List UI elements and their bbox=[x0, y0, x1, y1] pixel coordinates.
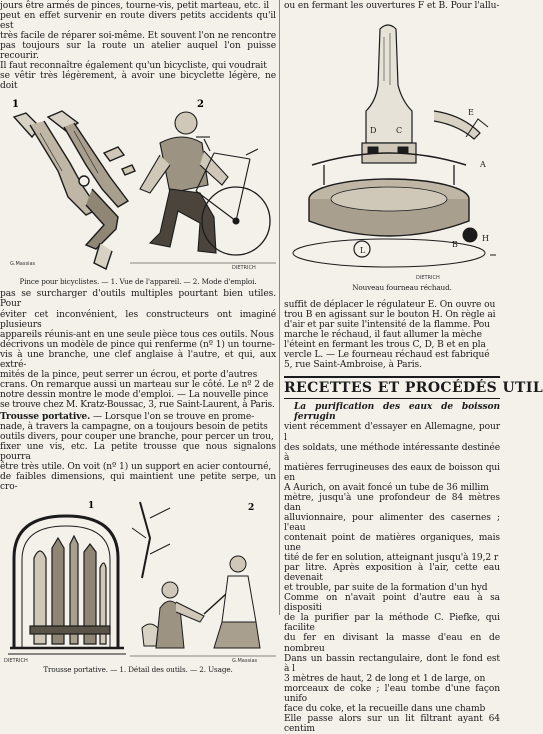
trousse-line: fixer une vis, etc. La petite trousse que nous signalons pourra bbox=[0, 442, 276, 463]
section-title: RECETTES ET PROCÉDÉS UTIL bbox=[284, 380, 543, 397]
pliers-line: se trouve chez M. Kratz-Boussac, 3, rue Saint-Laurent, à Paris. bbox=[0, 399, 275, 410]
purification-title: La purification des eaux de boisson ferrugin bbox=[294, 401, 500, 423]
pliers-line: pas se surcharger d'outils multiples pourtant bien utiles. Pour bbox=[0, 289, 276, 310]
purification-line: morceaux de coke ; l'eau tombe d'une façon unifo bbox=[284, 683, 500, 704]
purification-line: Comme on n'avait point d'autre eau à sa dispositi bbox=[284, 593, 500, 614]
outdoor-scene-drawing bbox=[130, 502, 276, 656]
pliers-illustration bbox=[0, 93, 276, 276]
signature-dietrich: DIETRICH bbox=[4, 658, 28, 665]
purification-line: par litre. Après exposition à l'air, cette eau devenait bbox=[284, 563, 500, 584]
purification-line: vient récemment d'essayer en Allemagne, pour l bbox=[284, 422, 500, 443]
stove-label-b: B bbox=[452, 240, 458, 250]
purification-line: du fer en divisant la masse d'eau en de nombreu bbox=[284, 633, 500, 654]
trousse-illustration bbox=[0, 498, 276, 664]
trousse-line: — Lorsque l'on se trouve en prome- bbox=[90, 411, 255, 422]
purification-line: Elle passe alors sur un lit filtrant ayant 64 centim bbox=[284, 713, 500, 734]
trousse-caption: Trousse portative. — 1. Détail des outils. — 2. Usage. bbox=[43, 665, 233, 675]
stove-drawing bbox=[293, 25, 496, 267]
trousse-line: nade, à travers la campagne, on a toujours besoin de petits bbox=[0, 422, 268, 433]
stove-label-c: C bbox=[396, 126, 403, 136]
pliers-tool-drawing bbox=[14, 111, 135, 269]
rechaud-caption: Nouveau fourneau réchaud. bbox=[352, 283, 452, 293]
intro-line: jours être armés de pinces, tourne-vis, petit marteau, etc. il bbox=[0, 1, 270, 11]
trousse-paragraph bbox=[0, 412, 276, 492]
pliers-line: crans. On remarque aussi un marteau sur le côté. Le nº 2 de bbox=[0, 379, 274, 390]
pliers-line: appareils réunis-ant en une seule pièce tous ces outils. Nous bbox=[0, 329, 274, 340]
intro-line: pas toujours sur la route un atelier auquel l'on puisse recourir. bbox=[0, 41, 276, 62]
pliers-caption: Pince pour bicyclistes. — 1. Vue de l'appareil. — 2. Mode d'emploi. bbox=[19, 277, 257, 287]
trousse-first-line bbox=[0, 412, 276, 422]
rechaud-line: 5, rue Saint-Ambroise, à Paris. bbox=[284, 360, 422, 371]
rechaud-line: suffit de déplacer le régulateur E. On ouvre ou bbox=[284, 300, 496, 311]
purification-line: contenait point de matières organiques, mais une bbox=[284, 532, 500, 554]
purification-paragraph bbox=[284, 402, 500, 734]
purification-line: tité de fer en solution, atteignant jusqu'à 19,2 r bbox=[284, 553, 499, 564]
pliers-description bbox=[0, 289, 276, 410]
intro-line: peut en effet survenir en route divers petits accidents qu'il est bbox=[0, 11, 276, 32]
trousse-line: de faibles dimensions, qui maintient une petite serpe, un cro- bbox=[0, 472, 276, 493]
purification-line: de la purifier par la méthode C. Piefke, qui facilite bbox=[284, 613, 500, 634]
purification-line: 3 mètres de haut, 2 de long et 1 de large, on bbox=[284, 673, 486, 684]
left-column bbox=[0, 0, 277, 675]
figure-trousse bbox=[0, 498, 276, 664]
signature-dietrich: DIETRICH bbox=[416, 275, 440, 282]
intro-line: Il faut reconnaître également qu'un bicycliste, qui voudrait bbox=[0, 61, 267, 72]
figure-label-2: 2 bbox=[248, 503, 255, 514]
right-top-line: ou en fermant les ouvertures F et B. Pour l'allu- bbox=[284, 1, 500, 11]
stove-label-d: D bbox=[370, 126, 377, 136]
rechaud-line: l'éteint en fermant les trous C, D, B et en pla bbox=[284, 340, 486, 351]
rechaud-line: marche le réchaud, il faut allumer la mèche bbox=[284, 330, 482, 341]
pliers-line: notre dessin montre le mode d'emploi. — La nouvelle pince bbox=[0, 389, 269, 400]
rechaud-description bbox=[284, 300, 500, 370]
right-column bbox=[284, 0, 543, 734]
purification-headline bbox=[284, 402, 500, 422]
pliers-line: vis à une branche, une clef anglaise à l'autre, et qui, aux extré- bbox=[0, 349, 276, 370]
purification-line: et trouble, par suite de la formation d'un hyd bbox=[284, 583, 488, 594]
stove-label-e: E bbox=[468, 108, 474, 118]
signature-dietrich: DIETRICH bbox=[232, 265, 256, 272]
trousse-line: outils divers, pour couper une branche, pour percer un trou, bbox=[0, 432, 274, 443]
figure-label-2: 2 bbox=[197, 99, 204, 111]
purification-line: mètre, jusqu'à une profondeur de 84 mètres dan bbox=[284, 492, 500, 513]
rechaud-line: d'air et par suite l'intensité de la flamme. Pou bbox=[284, 320, 490, 331]
signature-massias: G.Massias bbox=[232, 658, 258, 665]
mechanic-drawing bbox=[140, 112, 270, 255]
pliers-line: éviter cet inconvénient, les constructeurs ont imaginé plusieurs bbox=[0, 309, 276, 330]
rechaud-line: trou B en agissant sur le bouton H. On règle ai bbox=[284, 310, 496, 321]
stove-label-a: A bbox=[480, 160, 486, 170]
figure-rechaud bbox=[284, 15, 500, 283]
trousse-line: être très utile. On voit (nº 1) un support en acier contourné, bbox=[0, 462, 272, 473]
purification-line: matières ferrugineuses des eaux de boisson qui en bbox=[284, 462, 500, 483]
signature-massias: G.Massias bbox=[10, 261, 36, 268]
purification-line: A Aurich, on avait foncé un tube de 36 millim bbox=[284, 482, 489, 493]
stove-label-h: H bbox=[482, 234, 489, 244]
purification-line: Dans un bassin rectangulaire, dont le fond est à l bbox=[284, 653, 500, 674]
trousse-headline: Trousse portative. bbox=[0, 410, 91, 422]
figure-label-1: 1 bbox=[88, 501, 95, 512]
pliers-line: décrivons un modèle de pince qui renferme (nº 1) un tourne- bbox=[0, 339, 275, 350]
purification-line: alluvionnaire, pour alimenter des casernes ; l'eau bbox=[284, 512, 500, 533]
pliers-line: mités de la pince, peut serrer un écrou, et porte d'autres bbox=[0, 369, 258, 380]
stove-label-l: L bbox=[360, 246, 366, 256]
figure-label-1: 1 bbox=[12, 99, 19, 111]
section-header bbox=[284, 376, 543, 399]
intro-line: se vêtir très légèrement, à avoir une bicyclette légère, ne doit bbox=[0, 71, 276, 92]
column-divider bbox=[279, 0, 280, 615]
purification-line: face du coke, et la recueille dans une chamb bbox=[284, 703, 486, 714]
tools-drawing bbox=[30, 536, 110, 644]
purification-line: des soldats, une méthode intéressante destinée à bbox=[284, 442, 500, 463]
intro-paragraph bbox=[0, 0, 276, 91]
rechaud-line: vercle L. — Le fourneau réchaud est fabriqué bbox=[284, 350, 490, 361]
intro-line: très facile de réparer soi-même. Et souvent l'on ne rencontre bbox=[0, 31, 277, 42]
section-rule-bottom bbox=[284, 398, 500, 399]
figure-pliers bbox=[0, 93, 276, 276]
rechaud-illustration bbox=[284, 15, 500, 283]
